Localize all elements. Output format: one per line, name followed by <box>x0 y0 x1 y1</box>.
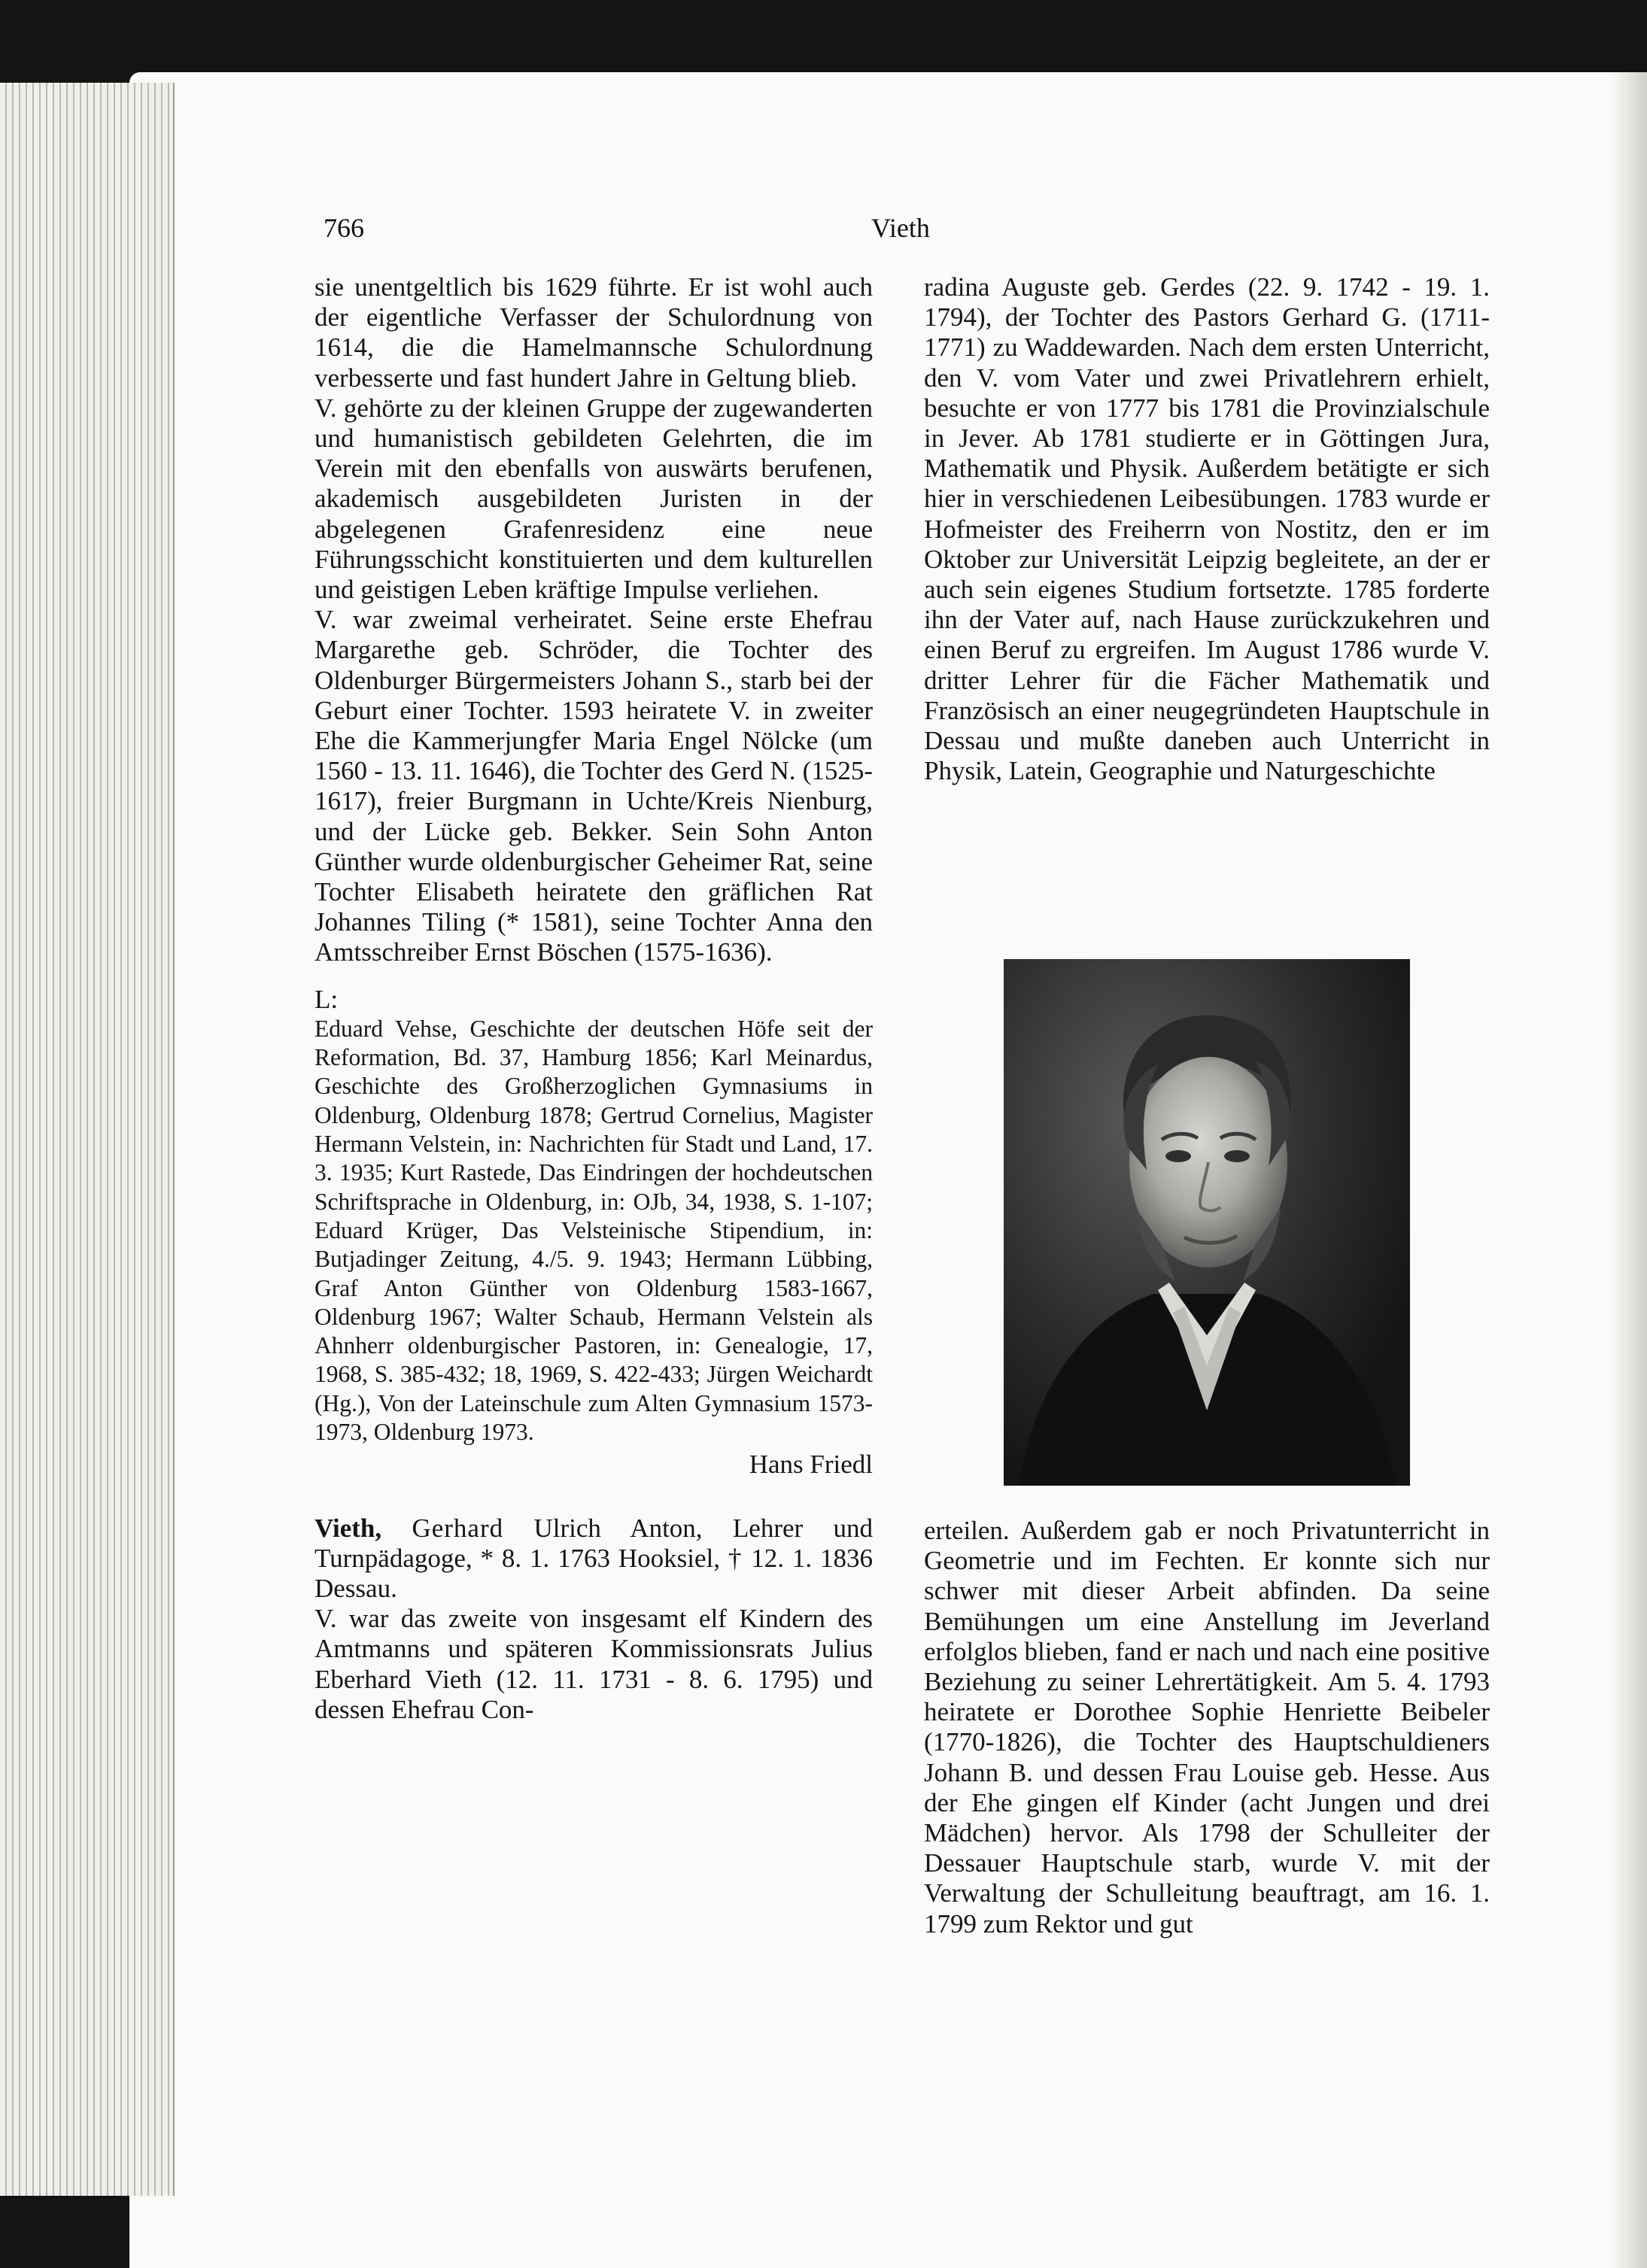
paragraph: sie unentgeltlich bis 1629 führte. Er ist wohl auch der eigentliche Verfasser der Schulordnung von 1614, die die Hamelmannsche Schulordnung verbesserte und fast hundert Jahre in Geltung blieb. <box>315 272 873 393</box>
page-number: 766 <box>324 213 364 243</box>
portrait-image <box>1004 959 1410 1486</box>
running-header: Vieth <box>871 213 930 243</box>
portrait-drawing <box>1004 959 1410 1486</box>
paragraph: V. war zweimal verheiratet. Seine erste Ehefrau Margarethe geb. Schröder, die Tochter des Oldenburger Bürgermeisters Johann S., starb bei der Geburt einer Tochter. 1593 heiratete V. in zweiter Ehe die Kammerjungfer Maria Engel Nölcke (um 1560 - 13. 11. 1646), die Tochter des Gerd N. (1525-1617), freier Burgmann in Uchte/Kreis Nienburg, und der Lücke geb. Bekker. Sein Sohn Anton Günther wurde oldenburgischer Geheimer Rat, seine Tochter Elisabeth heiratete den gräflichen Rat Johannes Tiling (* 1581), seine Tochter Anna den Amtsschreiber Ernst Böschen (1575-1636). <box>315 605 873 967</box>
entry-surname: Vieth, <box>315 1513 382 1543</box>
paragraph: radina Auguste geb. Gerdes (22. 9. 1742 - 19. 1. 1794), der Tochter des Pastors Gerhard G. (1711-1771) zu Waddewarden. Nach dem ersten Unterricht, den V. vom Vater und zwei Privatlehrern erhielt, besuchte er von 1777 bis 1781 die Provinzialschule in Jever. Ab 1781 studierte er in Göttingen Jura, Mathematik und Physik. Außerdem betätigte er sich hier in verschiedenen Leibesübungen. 1783 wurde er Hofmeister des Freiherrn von Nostitz, den er im Oktober zur Universität Leipzig begleitete, an der er auch sein eigenes Studium fortsetzte. 1785 forderte ihn der Vater auf, nach Hause zurückzukehren und einen Beruf zu ergreifen. Im August 1786 wurde V. dritter Lehrer für die Fächer Mathematik und Französisch an einer neugegründeten Hauptschule in Dessau und mußte daneben auch Unterricht in Physik, Latein, Geographie und Naturgeschichte <box>924 272 1490 786</box>
literature-label: L: <box>315 984 339 1014</box>
entry-heading-rest: Ulrich Anton, Lehrer und Turnpädagoge, * 8. 1. 1763 Hooksiel, † 12. 1. 1836 Dessau. <box>315 1513 874 1603</box>
page-gutter-shadow <box>1611 72 1647 2268</box>
paragraph: V. war das zweite von insgesamt elf Kindern des Amtmanns und späteren Kommissionsrats Julius Eberhard Vieth (12. 11. 1731 - 8. 6. 1795) und dessen Ehefrau Con- <box>315 1604 873 1724</box>
entry-given-name: Gerhard <box>412 1513 504 1543</box>
entry-heading <box>315 1514 873 1605</box>
article-author: Hans Friedl <box>749 1450 873 1480</box>
paragraph: V. gehörte zu der kleinen Gruppe der zugewanderten und humanistisch gebildeten Gelehrten, die im Verein mit den ebenfalls von auswärts berufenen, akademisch ausgebildeten Juristen in der abgelegenen Grafenresidenz eine neue Führungsschicht konstituierten und dem kulturellen und geistigen Leben kräftige Impulse verliehen. <box>315 393 873 605</box>
literature-list: Eduard Vehse, Geschichte der deutschen Höfe seit der Reformation, Bd. 37, Hamburg 1856; Karl Meinardus, Geschichte des Großherzoglichen Gymnasiums in Oldenburg, Oldenburg 1878; Gertrud Cornelius, Magister Hermann Velstein, in: Nachrichten für Stadt und Land, 17. 3. 1935; Kurt Rastede, Das Eindringen der hochdeutschen Schriftsprache in Oldenburg, in: OJb, 34, 1938, S. 1-107; Eduard Krüger, Das Velsteinische Stipendium, in: Butjadinger Zeitung, 4./5. 9. 1943; Hermann Lübbing, Graf Anton Günther von Oldenburg 1583-1667, Oldenburg 1967; Walter Schaub, Hermann Velstein als Ahnherr oldenburgischer Pastoren, in: Genealogie, 17, 1968, S. 385-432; 18, 1969, S. 422-433; Jürgen Weichardt (Hg.), Von der Lateinschule zum Alten Gymnasium 1573-1973, Oldenburg 1973. <box>315 1015 873 1446</box>
paragraph: erteilen. Außerdem gab er noch Privatunterricht in Geometrie und im Fechten. Er konnte sich nur schwer mit dieser Arbeit abfinden. Da seine Bemühungen um eine Anstellung im Jeverland erfolglos blieben, fand er nach und nach eine positive Beziehung zu seiner Lehrertätigkeit. Am 5. 4. 1793 heiratete er Dorothee Sophie Henriette Beibeler (1770-1826), die Tochter des Hauptschuldieners Johann B. und dessen Frau Louise geb. Hesse. Aus der Ehe gingen elf Kinder (acht Jungen und drei Mädchen) hervor. Als 1798 der Schulleiter der Dessauer Hauptschule starb, wurde V. mit der Verwaltung der Schulleitung beauftragt, am 16. 1. 1799 zum Rektor und gut <box>924 1516 1490 1939</box>
right-column-top <box>924 272 1490 786</box>
left-column <box>315 272 873 1725</box>
page-stack-edges <box>0 83 175 2196</box>
right-column-bottom <box>924 1516 1490 1939</box>
